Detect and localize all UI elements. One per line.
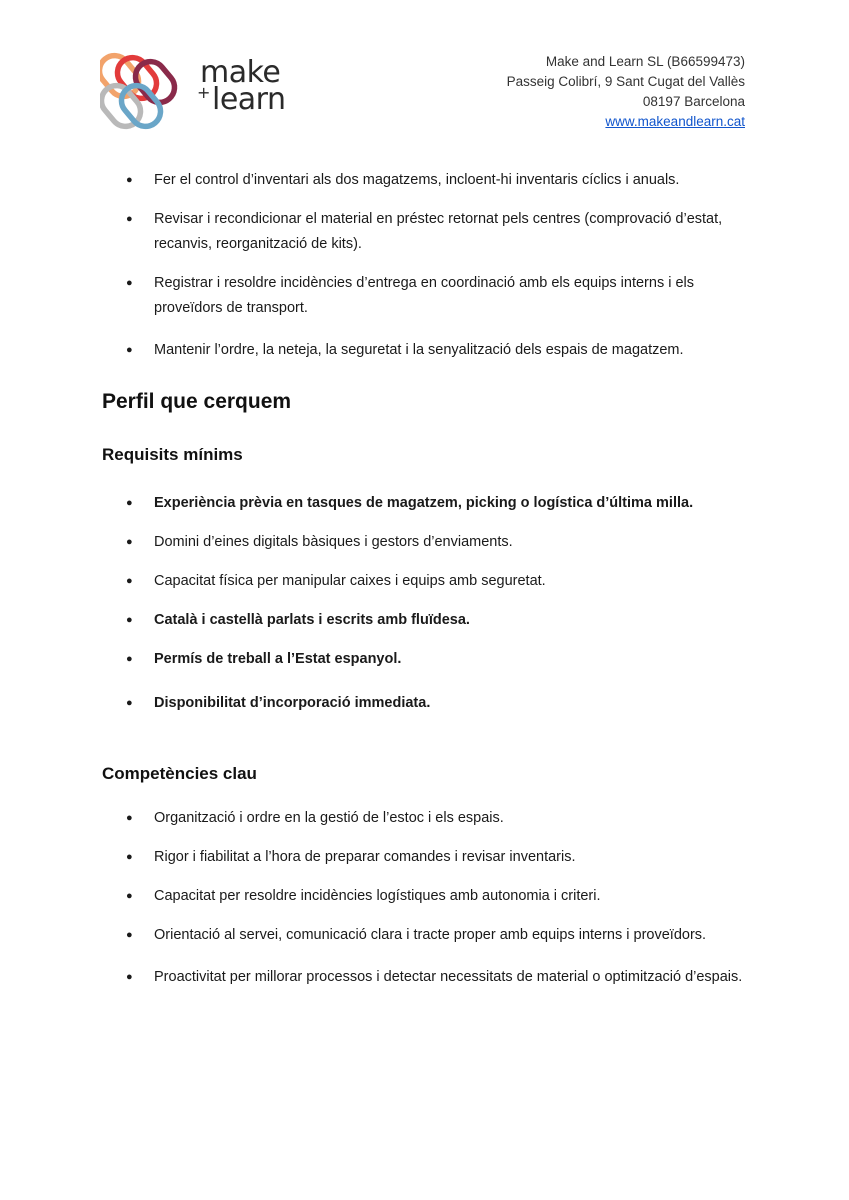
tasks-list (126, 168, 746, 363)
requirements-list (126, 491, 746, 716)
bullet: ● (126, 653, 133, 665)
logo-plus-text: + (197, 83, 211, 102)
list-item: ● Permís de treball a l’Estat espanyol. (126, 647, 746, 672)
bullet: ● (126, 213, 133, 225)
profile-heading: Perfil que cerquem (102, 390, 292, 413)
bullet: ● (126, 497, 133, 509)
competences-list (126, 806, 746, 990)
bullet: ● (126, 344, 133, 356)
list-item: ● Proactivitat per millorar processos i detectar necessitats de material o optimització d’espais. (126, 965, 746, 990)
list-item: ● Revisar i recondicionar el material en préstec retornat pels centres (comprovació d’estat, recanvis, reorganització de kits). (126, 207, 746, 257)
bullet: ● (126, 812, 133, 824)
requirements-heading: Requisits mínims (102, 445, 243, 464)
company-address (507, 52, 745, 132)
list-item: ● Domini d’eines digitals bàsiques i gestors d’enviaments. (126, 530, 746, 555)
company-website-link[interactable]: www.makeandlearn.cat (605, 114, 745, 129)
list-item: ● Rigor i fiabilitat a l’hora de preparar comandes i revisar inventaris. (126, 845, 746, 870)
bullet: ● (126, 536, 133, 548)
logo-make-text: make (200, 55, 281, 90)
company-logo (100, 50, 300, 134)
list-item: ● Capacitat física per manipular caixes i equips amb seguretat. (126, 569, 746, 594)
bullet: ● (126, 575, 133, 587)
company-street: Passeig Colibrí, 9 Sant Cugat del Vallès (506, 74, 745, 89)
list-item: ● Mantenir l’ordre, la neteja, la seguretat i la senyalització dels espais de magatzem. (126, 338, 746, 363)
bullet: ● (126, 697, 133, 709)
bullet: ● (126, 929, 133, 941)
list-item: ● Català i castellà parlats i escrits amb fluïdesa. (126, 608, 746, 633)
list-item: ● Organització i ordre en la gestió de l’estoc i els espais. (126, 806, 746, 831)
logo-wordmark (197, 55, 286, 117)
bullet: ● (126, 614, 133, 626)
bullet: ● (126, 971, 133, 983)
bullet: ● (126, 174, 133, 186)
list-item: ● Orientació al servei, comunicació clara i tracte proper amb equips interns i proveïdors. (126, 923, 746, 948)
company-city: 08197 Barcelona (642, 94, 745, 109)
list-item: ● Registrar i resoldre incidències d’entrega en coordinació amb els equips interns i els proveïdors de transport. (126, 271, 746, 321)
bullet: ● (126, 277, 133, 289)
competences-heading: Competències clau (102, 764, 257, 783)
list-item: ● Fer el control d’inventari als dos magatzems, incloent-hi inventaris cíclics i anuals. (126, 168, 746, 193)
bullet: ● (126, 890, 133, 902)
list-item: ● Capacitat per resoldre incidències logístiques amb autonomia i criteri. (126, 884, 746, 909)
company-name: Make and Learn SL (B66599473) (545, 54, 745, 69)
list-item: ● Experiència prèvia en tasques de magatzem, picking o logística d’última milla. (126, 491, 746, 516)
logo-learn-text: learn (212, 82, 286, 117)
logo-mark-icon (100, 50, 182, 134)
list-item: ● Disponibilitat d’incorporació immediata. (126, 691, 746, 716)
bullet: ● (126, 851, 133, 863)
